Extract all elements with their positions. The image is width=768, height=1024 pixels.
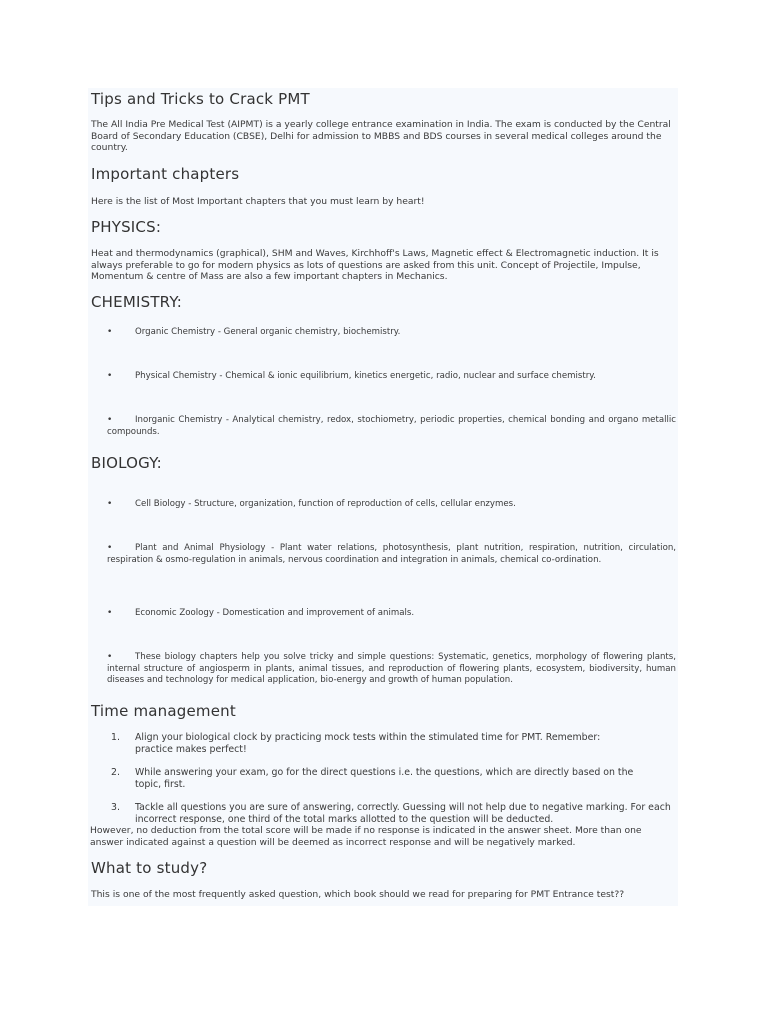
page-title: Tips and Tricks to Crack PMT <box>91 90 310 108</box>
biology-heading: BIOLOGY: <box>91 454 162 472</box>
document-page <box>88 88 678 906</box>
what-to-study-heading: What to study? <box>91 859 208 877</box>
list-item: • Plant and Animal Physiology - Plant water relations, photosynthesis, plant nutrition, respiration, nutrition, circulation, respiration & osmo-regulation in animals, nervous coordination and integration in animals, chemical co-ordination. <box>107 543 676 565</box>
list-item: 3. Tackle all questions you are sure of answering, correctly. Guessing will not help due to negative marking. For each incorrect response, one third of the total marks allotted to the question will be deducted. <box>111 802 671 825</box>
bullet-icon: • <box>107 608 113 618</box>
list-number: 3. <box>111 802 120 813</box>
list-item: • Economic Zoology - Domestication and improvement of animals. <box>107 608 415 618</box>
time-management-continuation: However, no deduction from the total score will be made if no response is indicated in the answer sheet. More than one answer indicated against a question will be deemed as incorrect response and will be negatively marked. <box>90 825 642 848</box>
list-item: • Cell Biology - Structure, organization, function of reproduction of cells, cellular enzymes. <box>107 499 516 509</box>
list-item: • These biology chapters help you solve tricky and simple questions: Systematic, genetics, morphology of flowering plants, internal structure of angiosperm in plants, animal tissues, and reproduction of flowering plants, ecosystem, biodiversity, human diseases and technology for medical application, bio-energy and growth of human population. <box>107 652 676 686</box>
time-management-heading: Time management <box>91 702 236 720</box>
list-item: 2. While answering your exam, go for the direct questions i.e. the questions, which are directly based on the topic, first. <box>111 767 634 790</box>
physics-heading: PHYSICS: <box>91 218 162 236</box>
list-item: • Inorganic Chemistry - Analytical chemistry, redox, stochiometry, periodic properties, chemical bonding and organo metallic compounds. <box>107 415 676 437</box>
list-item: • Physical Chemistry - Chemical & ionic equilibrium, kinetics energetic, radio, nuclear and surface chemistry. <box>107 371 596 381</box>
physics-text: Heat and thermodynamics (graphical), SHM and Waves, Kirchhoff's Laws, Magnetic effect & Electromagnetic induction. It is always preferable to go for modern physics as lots of questions are asked from this unit. Concept of Projectile, Impulse, Momentum & centre of Mass are also a few important chapters in Mechanics. <box>91 248 659 283</box>
list-item: 1. Align your biological clock by practicing mock tests within the stimulated time for PMT. Remember: practice makes perfect! <box>111 732 601 755</box>
list-item: • Organic Chemistry - General organic chemistry, biochemistry. <box>107 327 401 337</box>
bullet-icon: • <box>107 543 113 553</box>
important-chapters-text: Here is the list of Most Important chapters that you must learn by heart! <box>91 196 425 207</box>
list-number: 1. <box>111 732 120 743</box>
bullet-icon: • <box>107 499 113 509</box>
bullet-icon: • <box>107 371 113 381</box>
bullet-icon: • <box>107 652 113 662</box>
bullet-icon: • <box>107 327 113 337</box>
bullet-icon: • <box>107 415 113 425</box>
important-chapters-heading: Important chapters <box>91 165 240 183</box>
chemistry-heading: CHEMISTRY: <box>91 293 182 311</box>
what-to-study-text: This is one of the most frequently asked question, which book should we read for preparing for PMT Entrance test?? <box>91 889 625 900</box>
intro-paragraph: The All India Pre Medical Test (AIPMT) is a yearly college entrance examination in India. The exam is conducted by the Central Board of Secondary Education (CBSE), Delhi for admission to MBBS and BDS courses in several medical colleges around the country. <box>91 119 671 154</box>
list-number: 2. <box>111 767 120 778</box>
